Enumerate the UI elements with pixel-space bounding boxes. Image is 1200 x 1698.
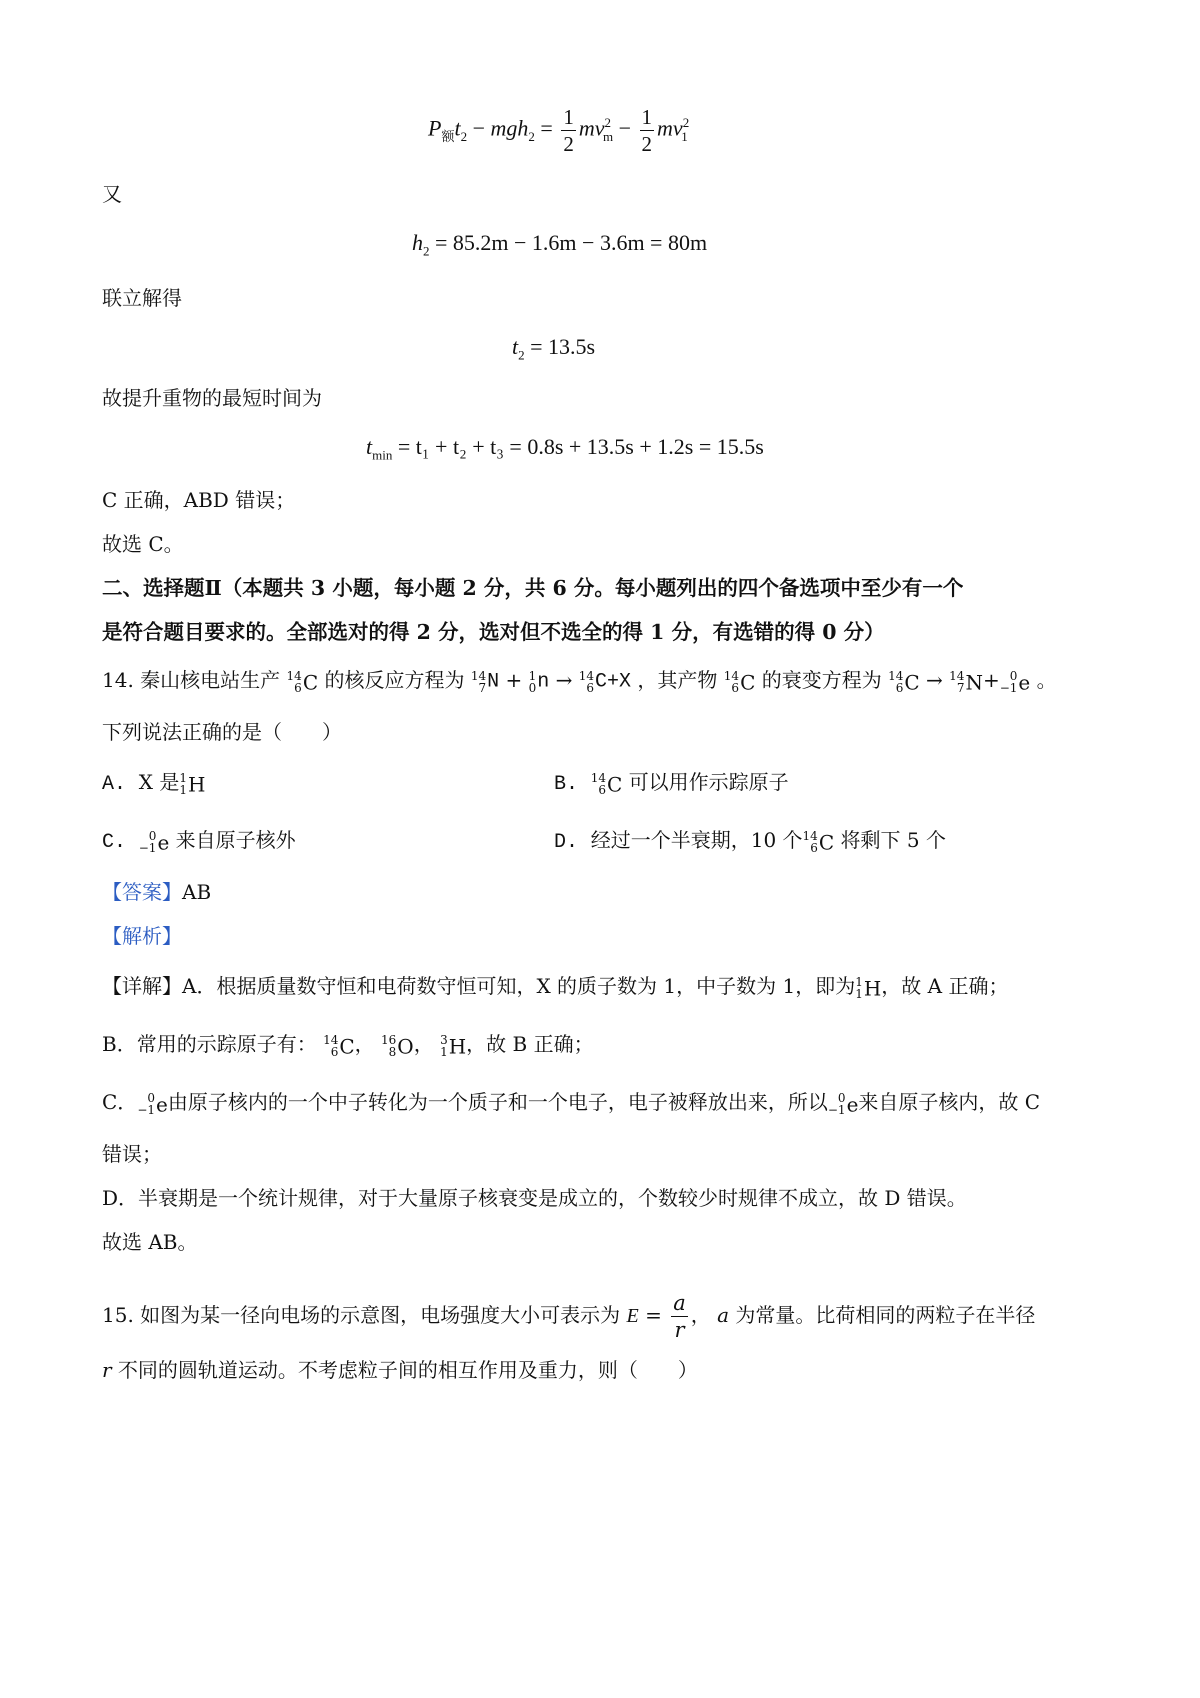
text-gu-ab: 故选 AB。 (102, 1230, 198, 1254)
section-heading-line1: 二、选择题Ⅱ（本题共 3 小题，每小题 2 分，共 6 分。每小题列出的四个备选项中至少有一个 (102, 576, 964, 600)
analysis-label: 【解析】 (102, 924, 182, 948)
text-c-correct: C 正确，ABD 错误； (102, 488, 296, 512)
detail-c-cont: 错误； (102, 1142, 162, 1166)
detail-c: C． 0 −1 e由原子核内的一个中子转化为一个质子和一个电子，电子被释放出来，所以 0 −1 e来自原子核内，故 C (102, 1090, 1041, 1118)
equation-tmin: $t_{min} = t_1 + t_2 + t_3 = 0.8s + 13.5s + 1.2s = 15.5s$ (366, 434, 764, 463)
detail-a: 【详解】A．根据质量数守恒和电荷数守恒可知，X 的质子数为 1，中子数为 1，即为 1 1 H，故 A 正确； (102, 974, 1009, 1002)
option-d: D. 经过一个半衰期，10 个 14 6 C 将剩下 5 个 (554, 828, 946, 856)
equation-power: $P_额t_2 - mgh_2$ = $\frac{1}{2}$ $mv^2_m$ − $\frac{1}{2}$ $mv^2_1$ (428, 105, 690, 156)
text-you: 又 (102, 182, 122, 206)
question-15-stem: 15. 如图为某一径向电场的示意图，电场强度大小可表示为 E = $\frac{a}{r}$ ， a 为常量。比荷相同的两粒子在半径 (102, 1291, 1036, 1342)
equation-height: $h_2 = 85.2m - 1.6m - 3.6m = 80m$ (412, 230, 708, 259)
option-c: C. 0 −1 e 来自原子核外 (102, 828, 296, 856)
detail-d: D．半衰期是一个统计规律，对于大量原子核衰变是成立的，个数较少时规律不成立，故 D 错误。 (102, 1186, 967, 1210)
question-15-line2: r 不同的圆轨道运动。不考虑粒子间的相互作用及重力，则（ ） (102, 1358, 698, 1382)
option-b: B. 14 6 C 可以用作示踪原子 (554, 770, 789, 798)
option-a: A. X 是 1 1 H (102, 770, 206, 798)
text-gu-ti: 故提升重物的最短时间为 (102, 386, 322, 410)
answer-line: 【答案】AB (102, 880, 212, 904)
section-heading-line2: 是符合题目要求的。全部选对的得 2 分，选对但不选全的得 1 分，有选错的得 0 分） (102, 620, 885, 644)
detail-b: B．常用的示踪原子有： 14 6 C， 16 8 O， 3 1 H，故 B 正确； (102, 1032, 594, 1060)
text-lianli: 联立解得 (102, 286, 182, 310)
question-14-stem: 14. 秦山核电站生产 14 6 C 的核反应方程为 14 7 N + 1 0 n → 14 6 C+X ，其产物 14 6 C 的衰变方程为 14 6 C → 14 7 N+ 0 −1 e 。 (102, 668, 1057, 696)
text-gu-c: 故选 C。 (102, 532, 184, 556)
question-14-prompt: 下列说法正确的是（ ） (102, 720, 342, 744)
equation-t2: $t_2 = 13.5s$ (512, 334, 596, 363)
